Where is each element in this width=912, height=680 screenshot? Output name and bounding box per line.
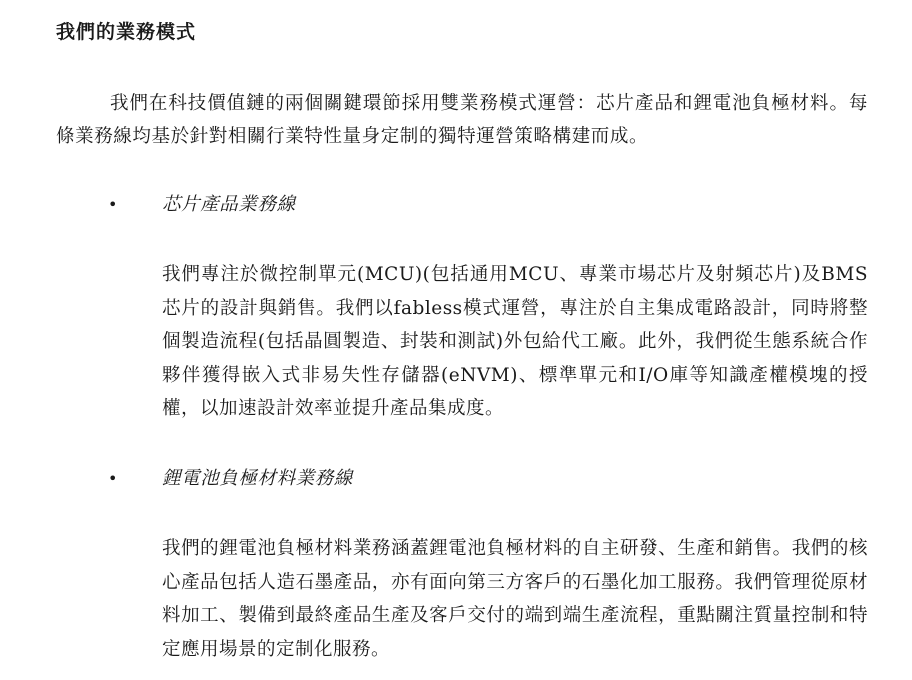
intro-paragraph: 我們在科技價值鏈的兩個關鍵環節採用雙業務模式運營：芯片產品和鋰電池負極材料。每條業務線均基於針對相關行業特性量身定制的獨特運營策略構建而成。 bbox=[56, 93, 868, 147]
bullet-item-anode bbox=[0, 464, 912, 494]
bullet-item-chip bbox=[0, 190, 912, 220]
bullet-icon: • bbox=[108, 195, 118, 214]
section-heading: 我們的業務模式 bbox=[56, 21, 197, 43]
chip-business-title: 芯片產品業務線 bbox=[162, 194, 296, 215]
anode-business-title: 鋰電池負極材料業務線 bbox=[162, 468, 354, 489]
chip-business-body: 我們專注於微控制單元(MCU)(包括通用MCU、專業市場芯片及射頻芯片)及BMS芯片的設計與銷售。我們以fabless模式運營，專注於自主集成電路設計，同時將整個製造流程(包括晶圓製造、封裝和測試)外包給代工廠。此外，我們從生態系統合作夥伴獲得嵌入式非易失性存儲器(eNVM)、標準單元和I/O庫等知識產權模塊的授權，以加速設計效率並提升產品集成度。 bbox=[162, 264, 868, 419]
bullet-icon: • bbox=[108, 469, 118, 488]
anode-business-body: 我們的鋰電池負極材料業務涵蓋鋰電池負極材料的自主研發、生產和銷售。我們的核心產品包括人造石墨產品，亦有面向第三方客戶的石墨化加工服務。我們管理從原材料加工、製備到最終產品生產及客戶交付的端到端生產流程，重點關注質量控制和特定應用場景的定制化服務。 bbox=[162, 538, 868, 660]
